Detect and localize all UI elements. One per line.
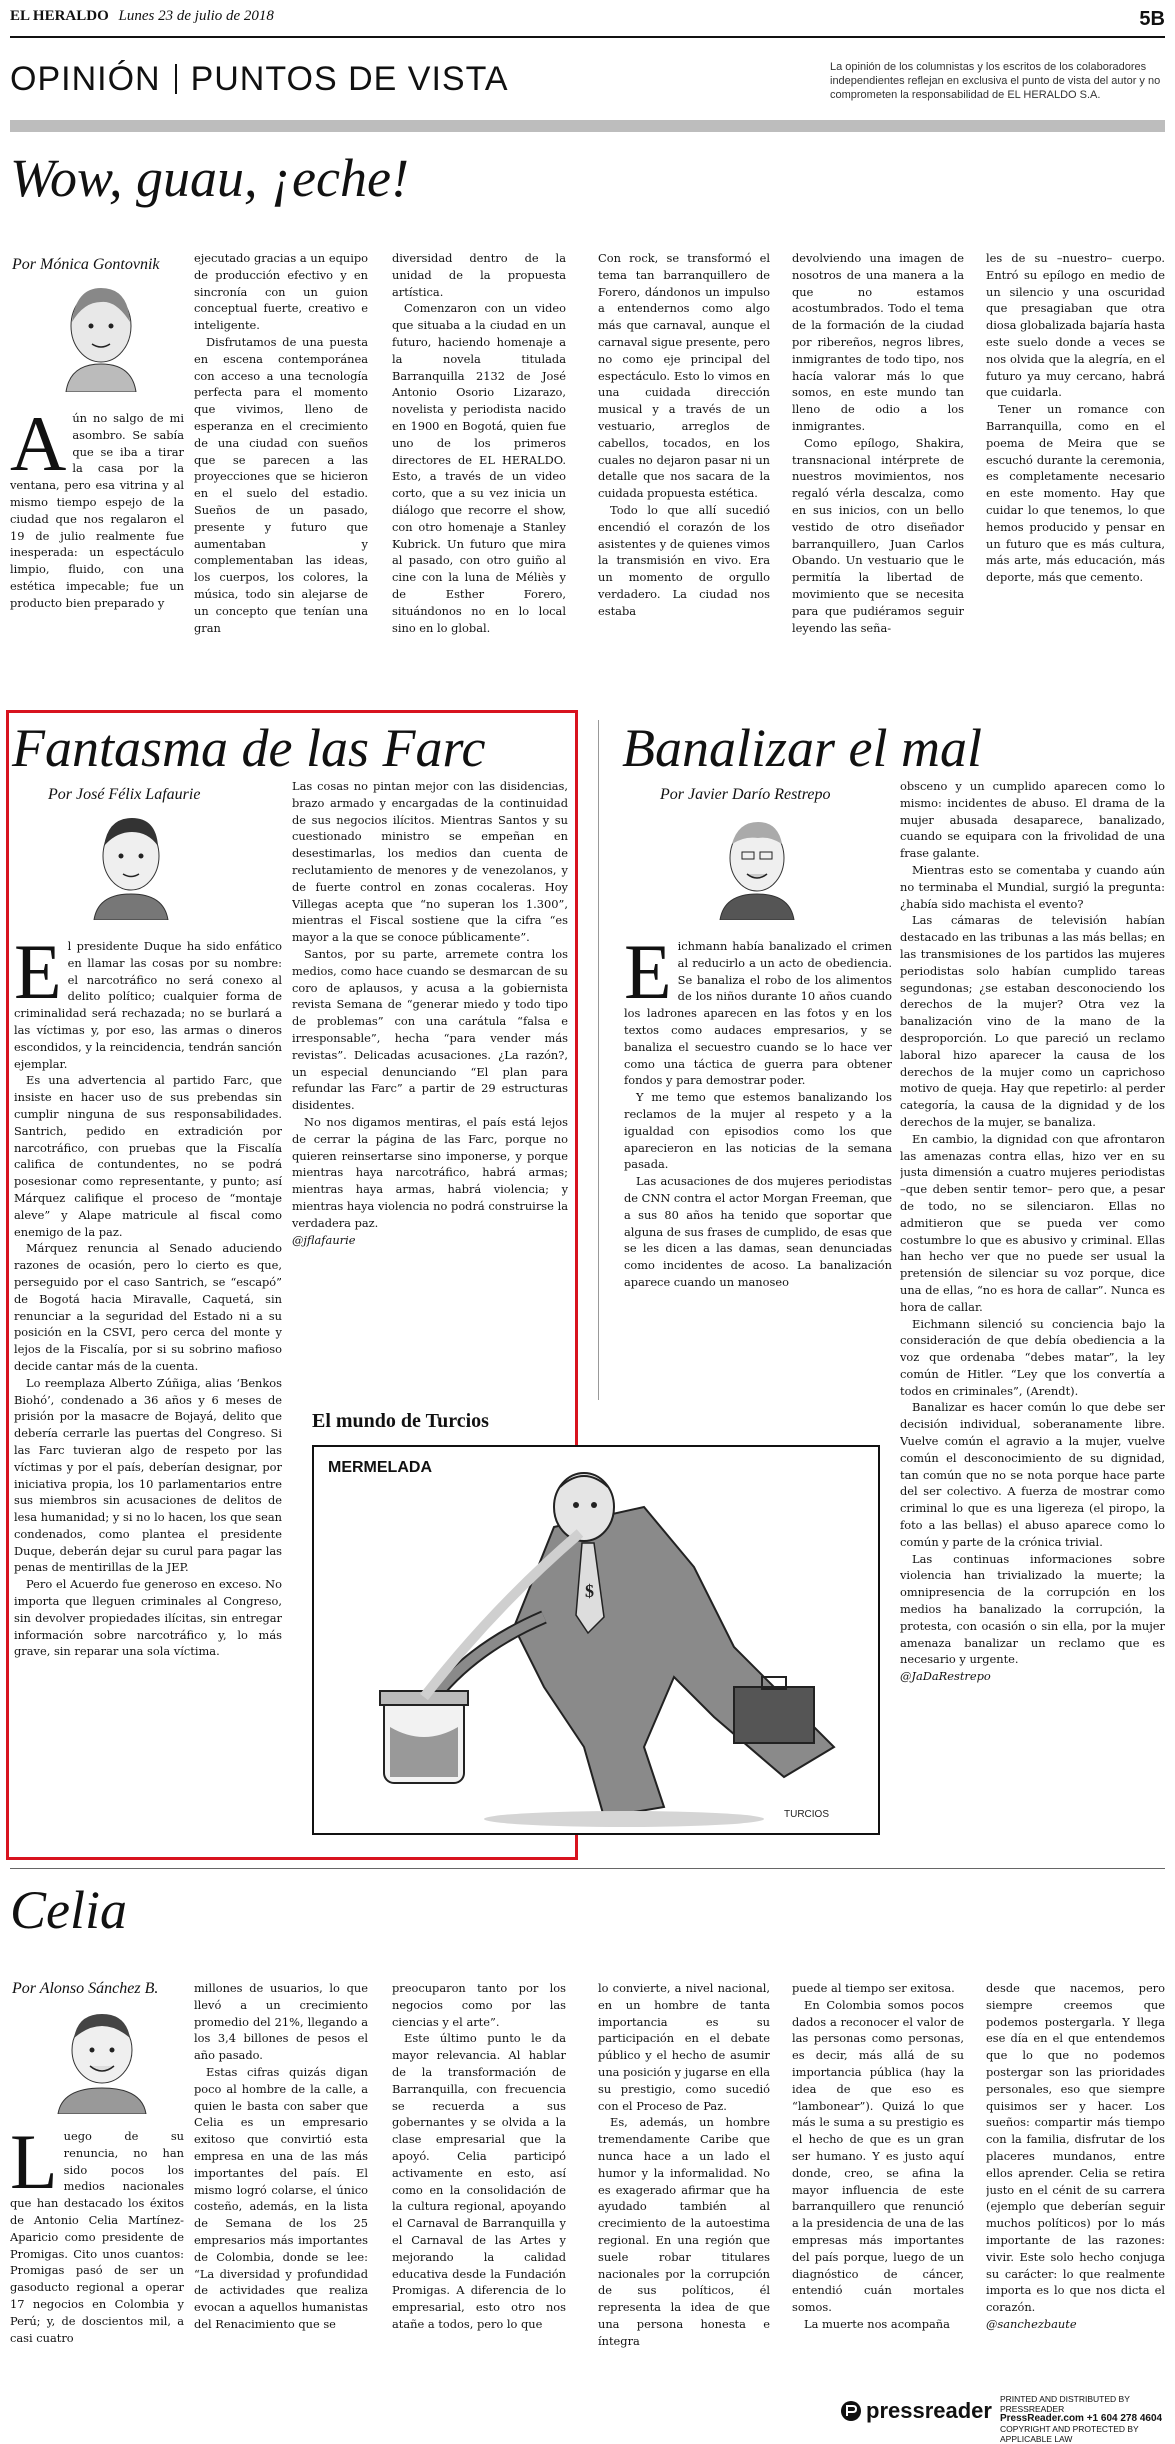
section-right: PUNTOS DE VISTA <box>190 60 509 98</box>
paragraph: puede al tiempo ser exitosa. <box>792 1981 955 1995</box>
paragraph: ichmann había banalizado el crimen al reducirlo a un acto de obediencia. Se banaliza el robo de los alimentos de los niños durante 10 años cuando los ladrones aparecen en las fotos y en los textos como audaces empresarios, y se banaliza el secuestro cuando se lo hace ver como una táctica de guerra para obtener fondos y para demostrar poder. <box>624 939 892 1088</box>
banalizar-column-2 <box>900 778 1165 1853</box>
paragraph: l presidente Duque ha sido enfático en llamar las cosas por su nombre: el narcotráfico no será conexo al delito político; cualquier forma de criminalidad será rechazada; no se burlará a las víctimas y, por eso, las armas o dineros escondidos, y la reincidencia, tendrán sanción ejemplar. <box>14 939 282 1071</box>
author-portrait-restrepo <box>712 810 802 920</box>
paragraph: Las cosas no pintan mejor con las disidencias, brazo armado y encargadas de la continuidad de sus negocios ilícitos. Mientras Santos y su cuestionado ministro se empeñan en desestimarlas, los medios dan cuenta de reclutamiento de menores y de venezolanos, y de fuerte control en zonas cocaleras. Hoy Villegas acepta que “no superan los 1.300”, mientras el Fiscal sostiene que la cifra “es mayor a la que se conoce públicamente”. <box>292 779 568 945</box>
issue-date: Lunes 23 de julio de 2018 <box>118 8 274 24</box>
cartoon-label: MERMELADA <box>328 1459 432 1476</box>
paragraph: Banalizar es hacer común lo que debe ser decisión individual, soberanamente libre. Vuelve común el agravio a la mujer, vuelve común el desconocimiento de su dignidad, tan común que no se nota porque hace parte del ser colectivo. A fuerza de mostrar como criminal lo que es una ligereza (el piropo, la foto a las bellas) el abuso aparece como lo común y parte de la crónica trivial. <box>900 1400 1165 1549</box>
paragraph: obsceno y un cumplido aparecen como lo mismo: incidentes de abuso. El drama de la mujer abusada desaparece, banalizado, cuando se equipara con la frivolidad de una frase galante. <box>900 779 1165 861</box>
paragraph: En Colombia somos pocos dados a reconocer el valor de las personas como personas, es decir, más allá de su importancia pública (hay la idea de que eso es “lambonear”). Quizá lo que más le suma a su prestigio es el hecho de que es un gran ser humano. Y es justo aquí donde, creo, se afina la mayor influencia de este barranquillero que renunció a la presidencia de una de las empresas más importantes del país porque, luego de un diagnóstico de cáncer, entendió cuán mortales somos. <box>792 1997 964 2315</box>
paragraph: Este último punto le da mayor relevancia. Al hablar de la transformación de Barranquilla, con frecuencia se recuerda a sus gobernantes y se olvida a la clase empresarial que la apoyó. Celia participó activamente en esto, así como en la consolidación de la cultura regional, apoyando el Carnaval de Barranquilla y el Carnaval de las Artes y mejorando la calidad educativa desde la Fundación Promigas. A diferencia de lo empresarial, esto otro nos atañe a todos, pero lo que <box>392 2031 566 2331</box>
wow-column-1 <box>10 410 184 700</box>
column-divider <box>598 720 599 1400</box>
celia-column-3 <box>392 1980 566 2375</box>
paragraph: Las cámaras de televisión habían destacado en las tribunas a las más bellas; en las transmisiones de los partidos las mujeres periodistas solo habían cumplido tareas segundonas; ¿se estaban desconociendo los derechos de la mujer? Otra vez la banalización vino de la mano de la desproporción. Lo que pareció un reclamo laboral hizo aparecer la causa de los derechos de la mujer como un caprichoso motivo de queja. Hay que repetirlo: al perder categoría, la causa de la dignidad y de los derechos de la mujer, se banaliza. <box>900 913 1165 1129</box>
author-handle-farc: @jflafaurie <box>292 1232 356 1247</box>
paragraph: les de su –nuestro– cuerpo. Entró su epílogo en medio de un silencio y una oscuridad que presagiaban que otra diosa globalizada bajaría hasta este suelo donde a veces se nos olvida que la alegría, en el futuro ya muy cercano, habrá que cuidarla. <box>986 251 1165 400</box>
paragraph: uego de su renuncia, no han sido pocos los medios nacionales que han destacado los éxitos de Antonio Celia Martínez-Aparicio como presidente de Promigas. Cito unos cuantos: Promigas pasó de ser un gasoducto regional a operar 17 negocios en Colombia y Perú; y, de doscientos mil, a casi cuatro <box>10 2129 184 2345</box>
wow-dropcap: A <box>10 410 67 487</box>
byline-celia: Por Alonso Sánchez B. <box>12 1980 159 1997</box>
paragraph: Mientras esto se comentaba y cuando aún no terminaba el Mundial, surgió la pregunta: ¿había sido machista el evento? <box>900 862 1165 911</box>
pressreader-icon <box>840 2400 862 2422</box>
author-portrait-sanchez <box>52 2004 152 2114</box>
author-portrait-lafaurie <box>86 810 176 920</box>
cartoon-title: El mundo de Turcios <box>312 1410 489 1432</box>
publication-name: EL HERALDO <box>10 8 109 24</box>
author-portrait-gontovnik <box>56 282 146 392</box>
pressreader-logo <box>840 2398 992 2424</box>
paragraph: Como epílogo, Shakira, transnacional intérprete de nuestros movimientos, nos regaló vérla descalza, como en sus inicios, con un bello vestido de otro diseñador barranquillero, Juan Carlos Obando. Un vestuario que le permitía la libertad de movimiento que se necesita para que pudiéramos seguir leyendo las seña- <box>792 435 964 635</box>
paragraph: Lo reemplaza Alberto Zúñiga, alias ‘Benkos Biohó’, condenado a 36 años y 6 meses de prisión por la masacre de Bojayá, delito que debería cerrarle las puertas del Congreso. Si las Farc tuvieran algo de respeto por las víctimas y por el país, deberían designar, por iniciativa propia, los 10 parlamentarios entre sus miembros sin acusaciones de delitos de lesa humanidad; y si no lo hacen, los que sean condenados, como plantea el presidente Duque, deberán dejar su curul para pagar las penas de mentirillas de la JEP. <box>14 1375 282 1575</box>
banalizar-column-1 <box>624 938 892 1388</box>
paragraph: No nos digamos mentiras, el país está lejos de cerrar la página de las Farc, porque no quieren reinsertarse sino imponerse, y porque mientras haya narcotráfico, habrá armas; mientras haya armas, habrá violencia; y mientras haya violencia no podrá construirse la verdadera paz. <box>292 1114 568 1230</box>
paragraph: Eichmann silenció su conciencia bajo la consideración de que debía obediencia a la voz que ordenaba “debes matar”, la ley común de Hitler. “Ley que los convertía a todos en criminales”, (Arendt). <box>900 1316 1165 1398</box>
paragraph: diversidad dentro de la unidad de la propuesta artística. <box>392 251 566 299</box>
paragraph: Santos, por su parte, arremete contra los medios, como hace cuando se desmarcan de su coro de aplausos, y acusa a la gobiernista revista Semana de “generar miedo y todo tipo de problemas” con una carátula “falsa e irresponsable”, hecha “para vender más revistas”. Delicadas acusaciones. ¿La razón?, un especial denunciando “El plan para refundar las Farc” a partir de 29 estructuras disidentes. <box>292 946 568 1113</box>
section-title <box>10 60 509 99</box>
paragraph: Y me temo que estemos banalizando los reclamos de la mujer al respeto y a la igualdad con episodios como los que aparecieron en las noticias de la semana pasada. <box>624 1090 892 1172</box>
author-handle-banalizar: @JaDaRestrepo <box>900 1669 991 1684</box>
paragraph: Es, además, un hombre tremendamente Caribe que nunca hace a un lado el humor y la informalidad. No es exagerado afirmar que ha ayudado también al crecimiento de la autoestima regional. En una región que suele robar titulares nacionales por la corrupción de sus políticos, él representa la idea de que una persona honesta e íntegra <box>598 2115 770 2348</box>
cartoon-signature: TURCIOS <box>784 1809 829 1820</box>
paragraph: Las acusaciones de dos mujeres periodistas de CNN contra el actor Morgan Freeman, que a sus 80 años ha tenido que soportar que alguna de sus frases de cumplido, de esas que se les dicen a las damas, sean denunciadas como incidentes de acoso. La banalización aparece cuando un manoseo <box>624 1174 892 1289</box>
paragraph: La muerte nos acompaña <box>804 2316 950 2331</box>
paragraph: Las continuas informaciones sobre violencia han trivializado la muerte; la omnipresencia de la corrupción en los medios ha banalizado la corrupción, la protesta, con ocasión o sin ella, por la mujer amenaza banalizar un reclamo que es necesario y urgente. <box>900 1551 1165 1667</box>
wow-column-4 <box>598 250 770 700</box>
wow-column-5 <box>792 250 964 700</box>
paragraph: ún no salgo de mi asombro. Se sabía que se iba a tirar la casa por la ventana, pero esa vitrina y al mismo tiempo espejo de la ciudad que nos regalaron el 19 de julio realmente fue inesperada: un espectáculo limpio, fluido, con una estética impecable; fue un producto bien preparado y <box>10 411 184 610</box>
paragraph: devolviendo una imagen de nosotros de una manera a la que no estamos acostumbrados. Todo el tema de la formación de la ciudad por ribereños, negros libres, inmigrantes de todo tipo, nos hacía valorar más lo que somos, en este mundo tan lleno de odio a los inmigrantes. <box>792 251 964 433</box>
paragraph: Pero el Acuerdo fue generoso en exceso. No importa que lleguen criminales al Congreso, sin devolver propiedades ilícitas, sin entregar información sobre narcotráfico y, lo más grave, sin reparar una sola víctima. <box>14 1577 282 1659</box>
headline-farc: Fantasma de las Farc <box>12 718 486 778</box>
footer-line-2: PressReader.com +1 604 278 4604 <box>1000 2413 1163 2424</box>
tie-money-sign: $ <box>585 1581 594 1601</box>
footer-line-3: COPYRIGHT AND PROTECTED BY APPLICABLE LAW <box>1000 2424 1139 2444</box>
celia-column-2 <box>194 1980 368 2375</box>
pressreader-brand: pressreader <box>866 2398 992 2423</box>
masthead <box>10 8 1165 34</box>
paragraph: Disfrutamos de una puesta en escena contemporánea con acceso a una tecnología perfecta para el momento que vivimos, lleno de esperanza en el crecimiento de una ciudad con sueños que se parecen a las proyecciones que se hicieron en el suelo del estadio. Sueños de un pasado, presente y futuro que aumentaban y complementaban las ideas, los cuerpos, los colores, la música, todo sin alejarse de un concepto que tenían una gran <box>194 334 368 635</box>
byline-farc: Por José Félix Lafaurie <box>48 786 201 803</box>
wow-column-6 <box>986 250 1165 700</box>
section-grey-bar <box>10 120 1165 132</box>
paragraph: Con rock, se transformó el tema tan barranquillero de Forero, dándonos un impulso a entendernos como algo más que carnaval, aunque el carnaval sigue presente, pero no como eje principal del espectáculo. Esto lo vimos en una cuidada dirección musical y a través de un vestuario, arreglos de cabellos, tocados, en los cuales no dejaron pasar ni un detalle que nos sacara de la cuidada propuesta estética. <box>598 251 770 501</box>
cartoon-frame <box>312 1445 880 1835</box>
paragraph: Tener un romance con Barranquilla, como en el poema de Meira que se escuchó durante la ceremonia, es completamente necesario en este momento. Hay que cuidar lo que tenemos, lo que hemos producido y pensar en un futuro que es más cultura, más arte, más educación, más deporte, más que cemento. <box>986 402 1165 585</box>
byline-wow: Por Mónica Gontovnik <box>12 256 160 273</box>
celia-dropcap: L <box>10 2128 58 2205</box>
celia-column-6 <box>986 1980 1165 2375</box>
cartoon-illustration <box>314 1447 878 1833</box>
paragraph: Todo lo que allí sucedió encendió el corazón de los asistentes y de quienes vimos la transmisión en vivo. Era un momento de orgullo verdadero. La ciudad nos estaba <box>598 502 770 618</box>
celia-column-4 <box>598 1980 770 2375</box>
celia-column-5 <box>792 1980 964 2375</box>
disclaimer: La opinión de los columnistas y los escritos de los colaboradores independientes reflejan en exclusiva el punto de vista del autor y no comprometen la responsabilidad de EL HERALDO S.A. <box>830 61 1161 101</box>
paragraph: En cambio, la dignidad con que afrontaron las amenazas contra ellas, hizo ver en su justa dimensión a cuatro mujeres periodistas –que deben sentir temor– pero que, a pesar de todo, no se silenciaron. Ellas no admitieron que se pueda ver como costumbre lo que es abusivo y criminal. Ellas han hecho ver que no puede ser usual la pretensión de silenciar su voz porque, dice una de ellas, “no es hora de callar”. Nunca es hora de callar. <box>900 1131 1165 1314</box>
farc-dropcap: E <box>14 938 62 1015</box>
paragraph: Márquez renuncia al Senado aduciendo razones de ocasión, pero lo cierto es que, perseguido por el caso Santrich, se “escapó” de Bogotá hacia Miravalle, Caquetá, sin renunciar a la seguridad del Estado ni a su posición en la CSVI, pero cerca del monte y lejos de la Fiscalía, por si su sobrino mafioso decide cantar más de la cuenta. <box>14 1241 282 1373</box>
wow-column-2 <box>194 250 368 700</box>
section-divider <box>175 64 177 94</box>
farc-column-2 <box>292 778 568 1398</box>
paragraph: millones de usuarios, lo que llevó a un crecimiento promedio del 21%, llegando a los 3,4 billones de pesos el año pasado. <box>194 1981 368 2063</box>
byline-banalizar: Por Javier Darío Restrepo <box>660 786 831 803</box>
paragraph: Estas cifras quizás digan poco al hombre de la calle, a quien le basta con saber que Celia es un empresario exitoso que convirtió esta empresa en una de las más importantes del país. El mismo logró colarse, el único costeño, además, en la lista de Semana de los 25 empresarios más importantes de Colombia, donde se lee: “La diversidad y profundidad de actividades que realiza evocan a aquellos humanistas del Renacimiento que se <box>194 2064 368 2331</box>
farc-column-1 <box>14 938 282 1848</box>
author-handle-celia: @sanchezbaute <box>986 2316 1077 2331</box>
paragraph: desde que nacemos, pero siempre creemos que podemos postergarla. Y llega ese día en el que entendemos que lo que no podemos postergar son las prioridades personales, eso que siempre quisimos ser y hacer. Los sueños: compartir más tiempo con la familia, disfrutar de los placeres mundanos, entre ellos aprender. Celia se retira justo en el cénit de su carrera (ejemplo que deberían seguir muchos políticos) por lo más importante de las razones: vivir. Este solo hecho conjuga su carácter: lo que realmente importa es lo que nos dicta el corazón. <box>986 1981 1165 2315</box>
headline-banalizar: Banalizar el mal <box>622 718 982 778</box>
section-rule <box>10 1868 1165 1869</box>
footer-credits <box>1000 2394 1170 2444</box>
footer-line-1: PRINTED AND DISTRIBUTED BY PRESSREADER <box>1000 2394 1130 2414</box>
paragraph: Es una advertencia al partido Farc, que insiste en hacer uso de sus prebendas sin cumplir ninguna de sus responsabilidades. Santrich, pedido en extradición por narcotráfico, con pruebas que la Fiscalía califica de contundentes, no se podrá posesionar como representante, y punto; así Márquez califique el proceso de “montaje aleve” y Alape matricule al fiscal como enemigo de la paz. <box>14 1073 282 1239</box>
paragraph: lo convierte, a nivel nacional, en un hombre de tanta importancia es su participación en el debate público y el hecho de asumir una posición y jugarse en ella su prestigio, como sucedió con el Proceso de Paz. <box>598 1981 770 2113</box>
wow-column-3 <box>392 250 566 700</box>
headline-wow: Wow, guau, ¡eche! <box>10 148 409 208</box>
celia-column-1 <box>10 2128 184 2373</box>
paragraph: Comenzaron con un video que situaba a la ciudad en un futuro, haciendo homenaje a la novela titulada Barranquilla 2132 de José Antonio Osorio Lizarazo, novelista y periodista nacido en 1900 en Bogotá, quien fue uno de los primeros directores de EL HERALDO. Esto, a través de un video corto, que a su vez inicia un diálogo que recorre el show, con otro homenaje a Stanley Kubrick. Un futuro que mira al pasado, con otro guiño al cine con la luna de Méliès y de Esther Forero, situándonos no en lo local sino en lo global. <box>392 301 566 635</box>
masthead-rule <box>10 36 1165 38</box>
paragraph: preocuparon tanto por los negocios como por las ciencias y el arte”. <box>392 1981 566 2029</box>
page-number: 5B <box>1139 8 1165 30</box>
banalizar-dropcap: E <box>624 938 672 1015</box>
headline-celia: Celia <box>10 1880 127 1940</box>
paragraph: ejecutado gracias a un equipo de producción efectivo y en sincronía con un guion conceptual fuerte, creativo e inteligente. <box>194 251 368 333</box>
section-left: OPINIÓN <box>10 60 161 98</box>
